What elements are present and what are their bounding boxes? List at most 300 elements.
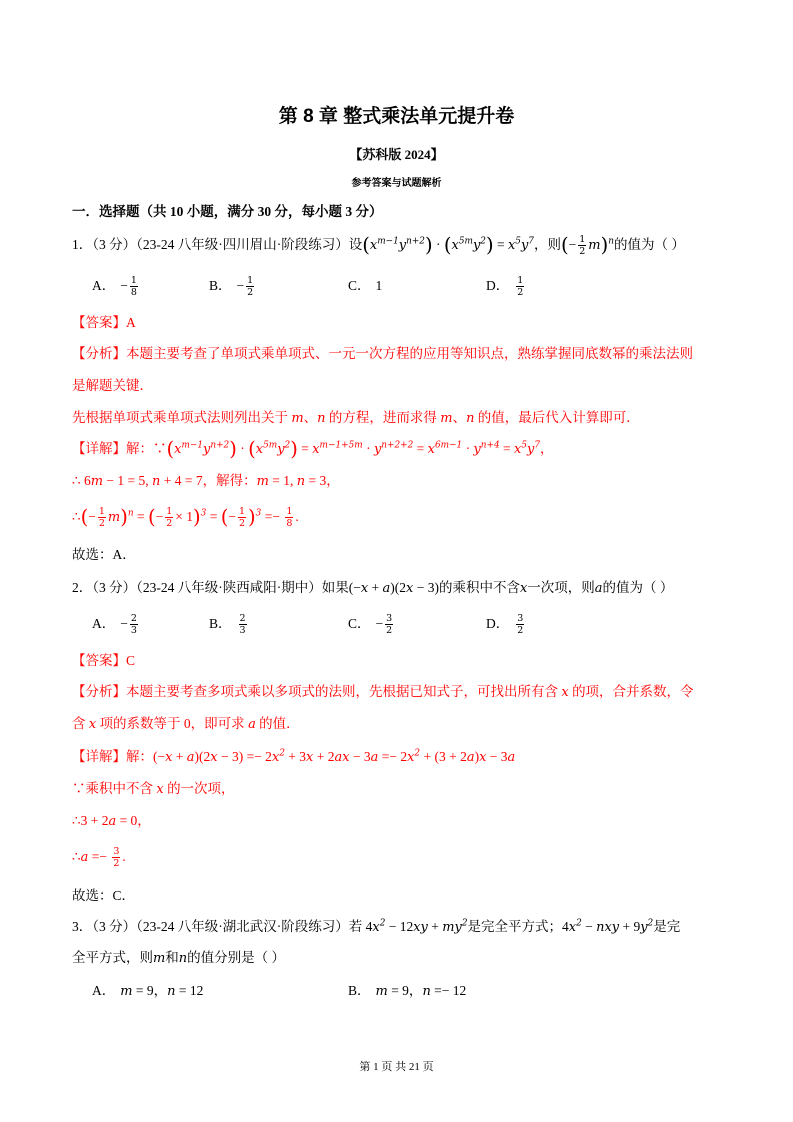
text-run: + [368,580,383,595]
text-run: − 3 [349,749,371,764]
fraction [165,506,173,529]
text-run: . [295,508,299,524]
text-run: 项的系数等于 0，即可求 [96,716,249,731]
superscript [320,441,363,451]
option-label: A． [92,278,116,293]
math-variable: n [152,474,161,489]
option-value [514,613,526,637]
math-group [72,950,285,965]
text-run: + 3 [284,749,307,764]
text-run: 是完 [653,919,681,934]
text-run: 2 [414,748,421,759]
text-run: ，则 [533,236,561,252]
text-run: 含 [72,716,89,731]
edition-label: 【苏科版 2024】 [349,147,444,162]
superscript [181,441,203,451]
math-group [72,813,151,828]
fraction [130,275,138,298]
q2-option-c [348,612,395,636]
big-parenthesis: ) [229,437,237,461]
math-variable: y [277,442,285,457]
text-run: m−1 [377,236,399,247]
fraction-numerator: 1 [130,275,137,287]
fraction [130,613,138,636]
fraction-denominator: 3 [239,625,246,637]
fraction [385,613,393,636]
q2-option-b [209,612,249,636]
text-run: 3 [255,508,262,519]
text-run: m−1+5m [319,440,363,451]
option-label: D． [486,616,510,631]
math-group [72,919,680,934]
option-label: A． [92,983,116,998]
text-run: − [120,278,128,293]
fraction-denominator: 2 [247,287,254,299]
text-run: =− 2 [378,749,408,764]
big-parenthesis: ) [120,504,128,528]
big-parenthesis: ) [248,504,256,528]
text-run: n [127,508,134,519]
math-variable: a [186,750,195,765]
math-variable: x [407,750,415,765]
math-variable: y [203,442,211,457]
text-run: − [228,508,236,524]
math-variable: x [312,442,320,457]
math-variable: x [271,750,280,765]
text-run: − 3)的乘积中不含 [413,580,520,595]
text-run: = [206,508,221,524]
fraction [238,506,246,529]
big-parenthesis: ) [193,504,201,528]
text-run: = [493,236,508,252]
text-run: n [608,236,614,247]
fraction-numerator: 3 [386,613,393,625]
math-variable: n [296,474,306,489]
fraction-numerator: 1 [517,275,524,287]
fraction-numerator: 1 [579,234,586,245]
text-run: 5 [521,440,528,451]
math-variable: x [372,920,380,935]
fraction-denominator: 2 [579,246,586,257]
text-run: =− [261,508,284,524]
text-run: n+2 [210,440,230,451]
text-run: 7 [534,440,541,451]
math-variable: my [442,920,462,935]
math-variable: n [167,984,176,999]
option-value [375,613,396,637]
text-run: 2 [461,918,468,929]
math-group [120,983,203,998]
text-run: =− 12 [430,983,467,998]
fraction-denominator: 2 [386,625,393,637]
math-variable: m [153,951,166,966]
text-run: 的值分别是（ ） [187,950,286,965]
text-run: 1．（3 分）（23-24 八年级·四川眉山·阶段练习）设 [72,236,363,252]
text-run: − 12 [385,919,414,934]
math-variable: m [588,237,601,253]
q1-options [0,274,793,298]
text-run: + 2 [313,749,335,764]
q1-detail-line-1 [72,439,554,459]
math-group [376,983,467,998]
fraction [98,506,106,529]
q2-analysis-line-2 [72,714,300,734]
math-group [375,613,396,637]
text-run: 6m−1 [434,440,463,451]
text-run: = [133,508,148,524]
text-run: 5 [515,236,521,247]
text-run: 【详解】解：∵ [72,441,167,456]
text-run: n+4 [480,440,500,451]
math-variable: nxy [596,920,620,935]
text-run: = 9， [132,983,168,998]
big-parenthesis: ( [362,232,370,256]
fraction-numerator: 1 [247,275,254,287]
text-run: = [297,441,313,456]
text-run: · [432,236,444,252]
math-variable: x [210,750,218,765]
q2-stem [72,578,673,598]
text-run: + [427,919,443,934]
text-run: 7 [528,236,534,247]
text-run: ∵乘积中不含 [72,781,157,796]
q1-detail-line-3 [72,504,299,529]
q3-option-b [348,979,466,1004]
math-variable: y [640,920,648,935]
q1-detail-line-2 [72,471,340,491]
option-value [120,613,140,637]
option-label: D． [486,278,510,293]
text-run: ) [474,749,480,764]
text-run: 2 [480,236,486,247]
fraction-numerator: 1 [98,506,105,517]
fraction-denominator: 8 [130,287,137,299]
math-variable: x [369,237,378,253]
text-run: ∴ [72,848,81,864]
text-run: − [581,919,597,934]
math-variable: x [174,442,182,457]
q2-analysis-line-1 [72,682,694,702]
math-group [72,232,685,257]
math-variable: x [568,920,577,935]
math-variable: m [90,474,104,489]
text-run: ∴ [72,508,81,524]
text-run: 的方程，进而求得 [325,410,441,425]
math-variable: m [107,509,121,525]
math-group [72,846,126,869]
superscript [459,236,473,246]
q2-option-a [92,612,140,636]
text-run: 5m [263,440,278,451]
superscript [406,236,425,246]
text-run: = [499,441,515,456]
fraction-numerator: 3 [113,846,120,857]
fraction [578,234,586,257]
math-variable: y [398,237,407,253]
text-run: 2 [279,748,285,759]
text-run: = 9， [387,983,423,998]
math-group [72,716,300,731]
big-parenthesis: ) [600,232,609,256]
q2-detail-line-3 [72,811,151,831]
q2-answer: 【答案】C [72,653,136,668]
math-variable: x [479,750,487,765]
text-run: 2 [576,918,582,929]
option-label: B． [209,616,232,631]
math-group [72,781,235,796]
superscript [435,441,462,451]
text-run: + (3 + 2 [420,749,467,764]
math-variable: n [317,411,326,426]
option-label: B． [348,983,371,998]
option-value [514,275,526,299]
text-run: 的一次项， [163,781,235,796]
math-variable: m [120,984,133,999]
math-variable: x [156,782,164,797]
math-group [514,275,526,299]
q3-option-a [92,979,203,1004]
text-run: + 9 [619,919,641,934]
q1-option-c [348,274,382,298]
text-run: 3 [200,508,207,519]
text-run: − [155,508,164,524]
option-label: C． [348,616,371,631]
text-run: n+2 [406,236,425,247]
math-variable: xy [413,920,428,935]
q1-option-b [209,274,256,298]
big-parenthesis: ( [248,437,256,461]
q2-option-d [486,612,526,636]
text-run: 的项，合并系数，令 [568,684,694,699]
text-run: 1 [375,278,383,293]
text-run: 的值为（ ） [613,236,685,252]
math-group [236,275,257,299]
text-run: 一次项，则 [527,580,595,595]
text-run: 【分析】本题主要考查多项式乘以多项式的法则，先根据已知式子，可找出所有含 [72,684,562,699]
q2-detail-line-2 [72,779,235,799]
text-run: 【详解】解：(− [72,749,166,764]
text-run: − [88,508,96,524]
q3-options [0,979,793,1003]
option-value [120,275,140,299]
text-run: · [362,441,374,456]
math-group [72,473,340,488]
math-group [72,504,299,529]
option-label: A． [92,616,116,631]
text-run: 【分析】本题主要考查了单项式乘单项式、一元一次方程的应用等知识点，熟练掌握同底数幂的乘法法则 [72,346,693,361]
q3-stem-line-1 [72,917,680,937]
q2-conclusion: 故选：C． [72,888,136,903]
math-variable: x [360,581,369,596]
text-run: 是完全平方式；4 [467,919,569,934]
q1-option-d [486,274,526,298]
big-parenthesis: ( [560,232,569,256]
text-run: ， [540,441,554,456]
fraction-numerator: 1 [166,506,173,517]
math-variable: x [255,442,264,457]
q2-detail-line-4 [72,846,126,869]
math-variable: n [466,411,475,426]
math-variable: x [88,717,97,732]
text-run: 5m [458,236,473,247]
math-variable: a [248,717,256,732]
fraction-denominator: 2 [238,518,246,529]
math-variable: x [451,237,459,253]
q1-analysis-line-1 [72,344,693,364]
text-run: 的值为（ ） [602,580,674,595]
text-run: − [568,236,577,252]
q1-answer: 【答案】A [72,315,136,330]
big-parenthesis: ( [166,437,175,461]
text-run: + 4 = 7，解得： [160,473,257,488]
option-value [237,613,249,637]
q1-conclusion: 故选：A． [72,547,136,562]
math-variable: a [382,581,391,596]
text-run: = 0， [116,813,151,828]
big-parenthesis: ) [485,232,494,256]
math-variable: a [370,750,379,765]
fraction-numerator: 2 [239,613,246,625]
text-run: − [375,616,384,631]
q2-options [0,612,793,636]
math-variable: x [306,750,314,765]
math-variable: x [507,237,516,253]
math-variable: y [527,442,535,457]
math-variable: y [373,442,382,457]
q1-stem [72,232,685,257]
superscript [481,441,500,451]
text-run: = 12 [175,983,204,998]
math-group [72,410,640,425]
text-run: · [236,441,249,456]
text-run: = 3， [305,473,340,488]
text-run: m−1 [181,440,204,451]
page-footer: 第 1 页 共 21 页 [359,1061,434,1073]
text-run: + [172,749,187,764]
math-group [72,684,694,699]
math-variable: n [422,984,431,999]
math-variable: a [80,849,89,865]
fraction [516,613,524,636]
option-value [236,275,257,299]
text-run: 、 [452,410,467,425]
text-run: . [122,848,126,864]
text-run: ∴ 6 [72,473,91,488]
math-variable: m [291,411,304,426]
big-parenthesis: ) [424,232,433,256]
text-run: − 3 [486,749,508,764]
text-run: =− [88,848,111,864]
text-run: 的值． [255,716,300,731]
text-run: 的值，最后代入计算即可． [474,410,640,425]
math-variable: m [440,411,453,426]
fraction-denominator: 3 [130,625,137,637]
q2-detail-line-1 [72,747,515,767]
big-parenthesis: ) [290,437,298,461]
text-run: ∴3 + 2 [72,813,109,828]
q1-analysis-line-2 [72,376,153,396]
text-run: 2 [284,440,291,451]
math-variable: x [514,442,522,457]
text-run: − 1 = 5, [103,473,152,488]
q1-analysis-line-3 [72,408,640,428]
document-subtitle: 参考答案与试题解析 [351,178,442,189]
math-variable: m [256,474,269,489]
fraction-numerator: 2 [130,613,137,625]
fraction-denominator: 2 [98,518,105,529]
option-label: C． [348,278,371,293]
math-group [120,613,140,637]
fraction-numerator: 1 [238,506,246,517]
math-variable: a [594,581,603,596]
section-heading: 一．选择题（共 10 小题，满分 30 分，每小题 3 分） [72,204,383,219]
big-parenthesis: ( [443,232,452,256]
math-group [120,275,140,299]
text-run: = [413,441,428,456]
text-run: 和 [165,950,179,965]
text-run: 是解题关键． [72,378,153,393]
text-run: · [462,441,474,456]
option-value [376,983,467,998]
math-group [72,580,673,595]
superscript [263,441,277,451]
math-variable: x [427,442,435,457]
superscript [377,236,399,246]
big-parenthesis: ( [220,504,229,528]
text-run: n+2+2 [381,440,414,451]
fraction-denominator: 8 [286,518,293,529]
fraction [112,846,120,869]
math-variable: ax [334,750,350,765]
text-run: 、 [303,410,318,425]
text-run: = 1, [268,473,297,488]
fraction-denominator: 2 [113,858,120,869]
math-variable: x [406,581,414,596]
fraction [516,275,524,298]
q1-option-a [92,274,140,298]
text-run: − [120,616,128,631]
superscript [381,441,413,451]
math-group [514,613,526,637]
fraction-numerator: 3 [517,613,524,625]
text-run: 2 [647,918,654,929]
fraction-denominator: 2 [166,518,173,529]
math-variable: y [472,237,481,253]
math-variable: y [473,442,481,457]
math-variable: a [507,750,516,765]
math-variable: x [165,750,173,765]
math-variable: m [375,984,388,999]
text-run: − 3) =− 2 [217,749,272,764]
big-parenthesis: ( [80,504,89,528]
fraction-denominator: 2 [517,625,524,637]
q3-stem-line-2 [72,948,285,968]
document-title: 第 8 章 整式乘法单元提升卷 [278,106,515,127]
math-variable: x [561,685,569,700]
text-run: )(2 [194,749,211,764]
text-run: 3．（3 分）（23-24 八年级·湖北武汉·阶段练习）若 4 [72,919,373,934]
option-value [120,983,203,998]
math-variable: y [520,237,529,253]
math-variable: a [466,750,475,765]
text-run: − [236,278,245,293]
fraction [285,506,293,529]
fraction [239,613,247,636]
option-value [376,278,383,293]
superscript [210,441,229,451]
text-run: )(2 [390,580,407,595]
math-group [72,437,554,461]
